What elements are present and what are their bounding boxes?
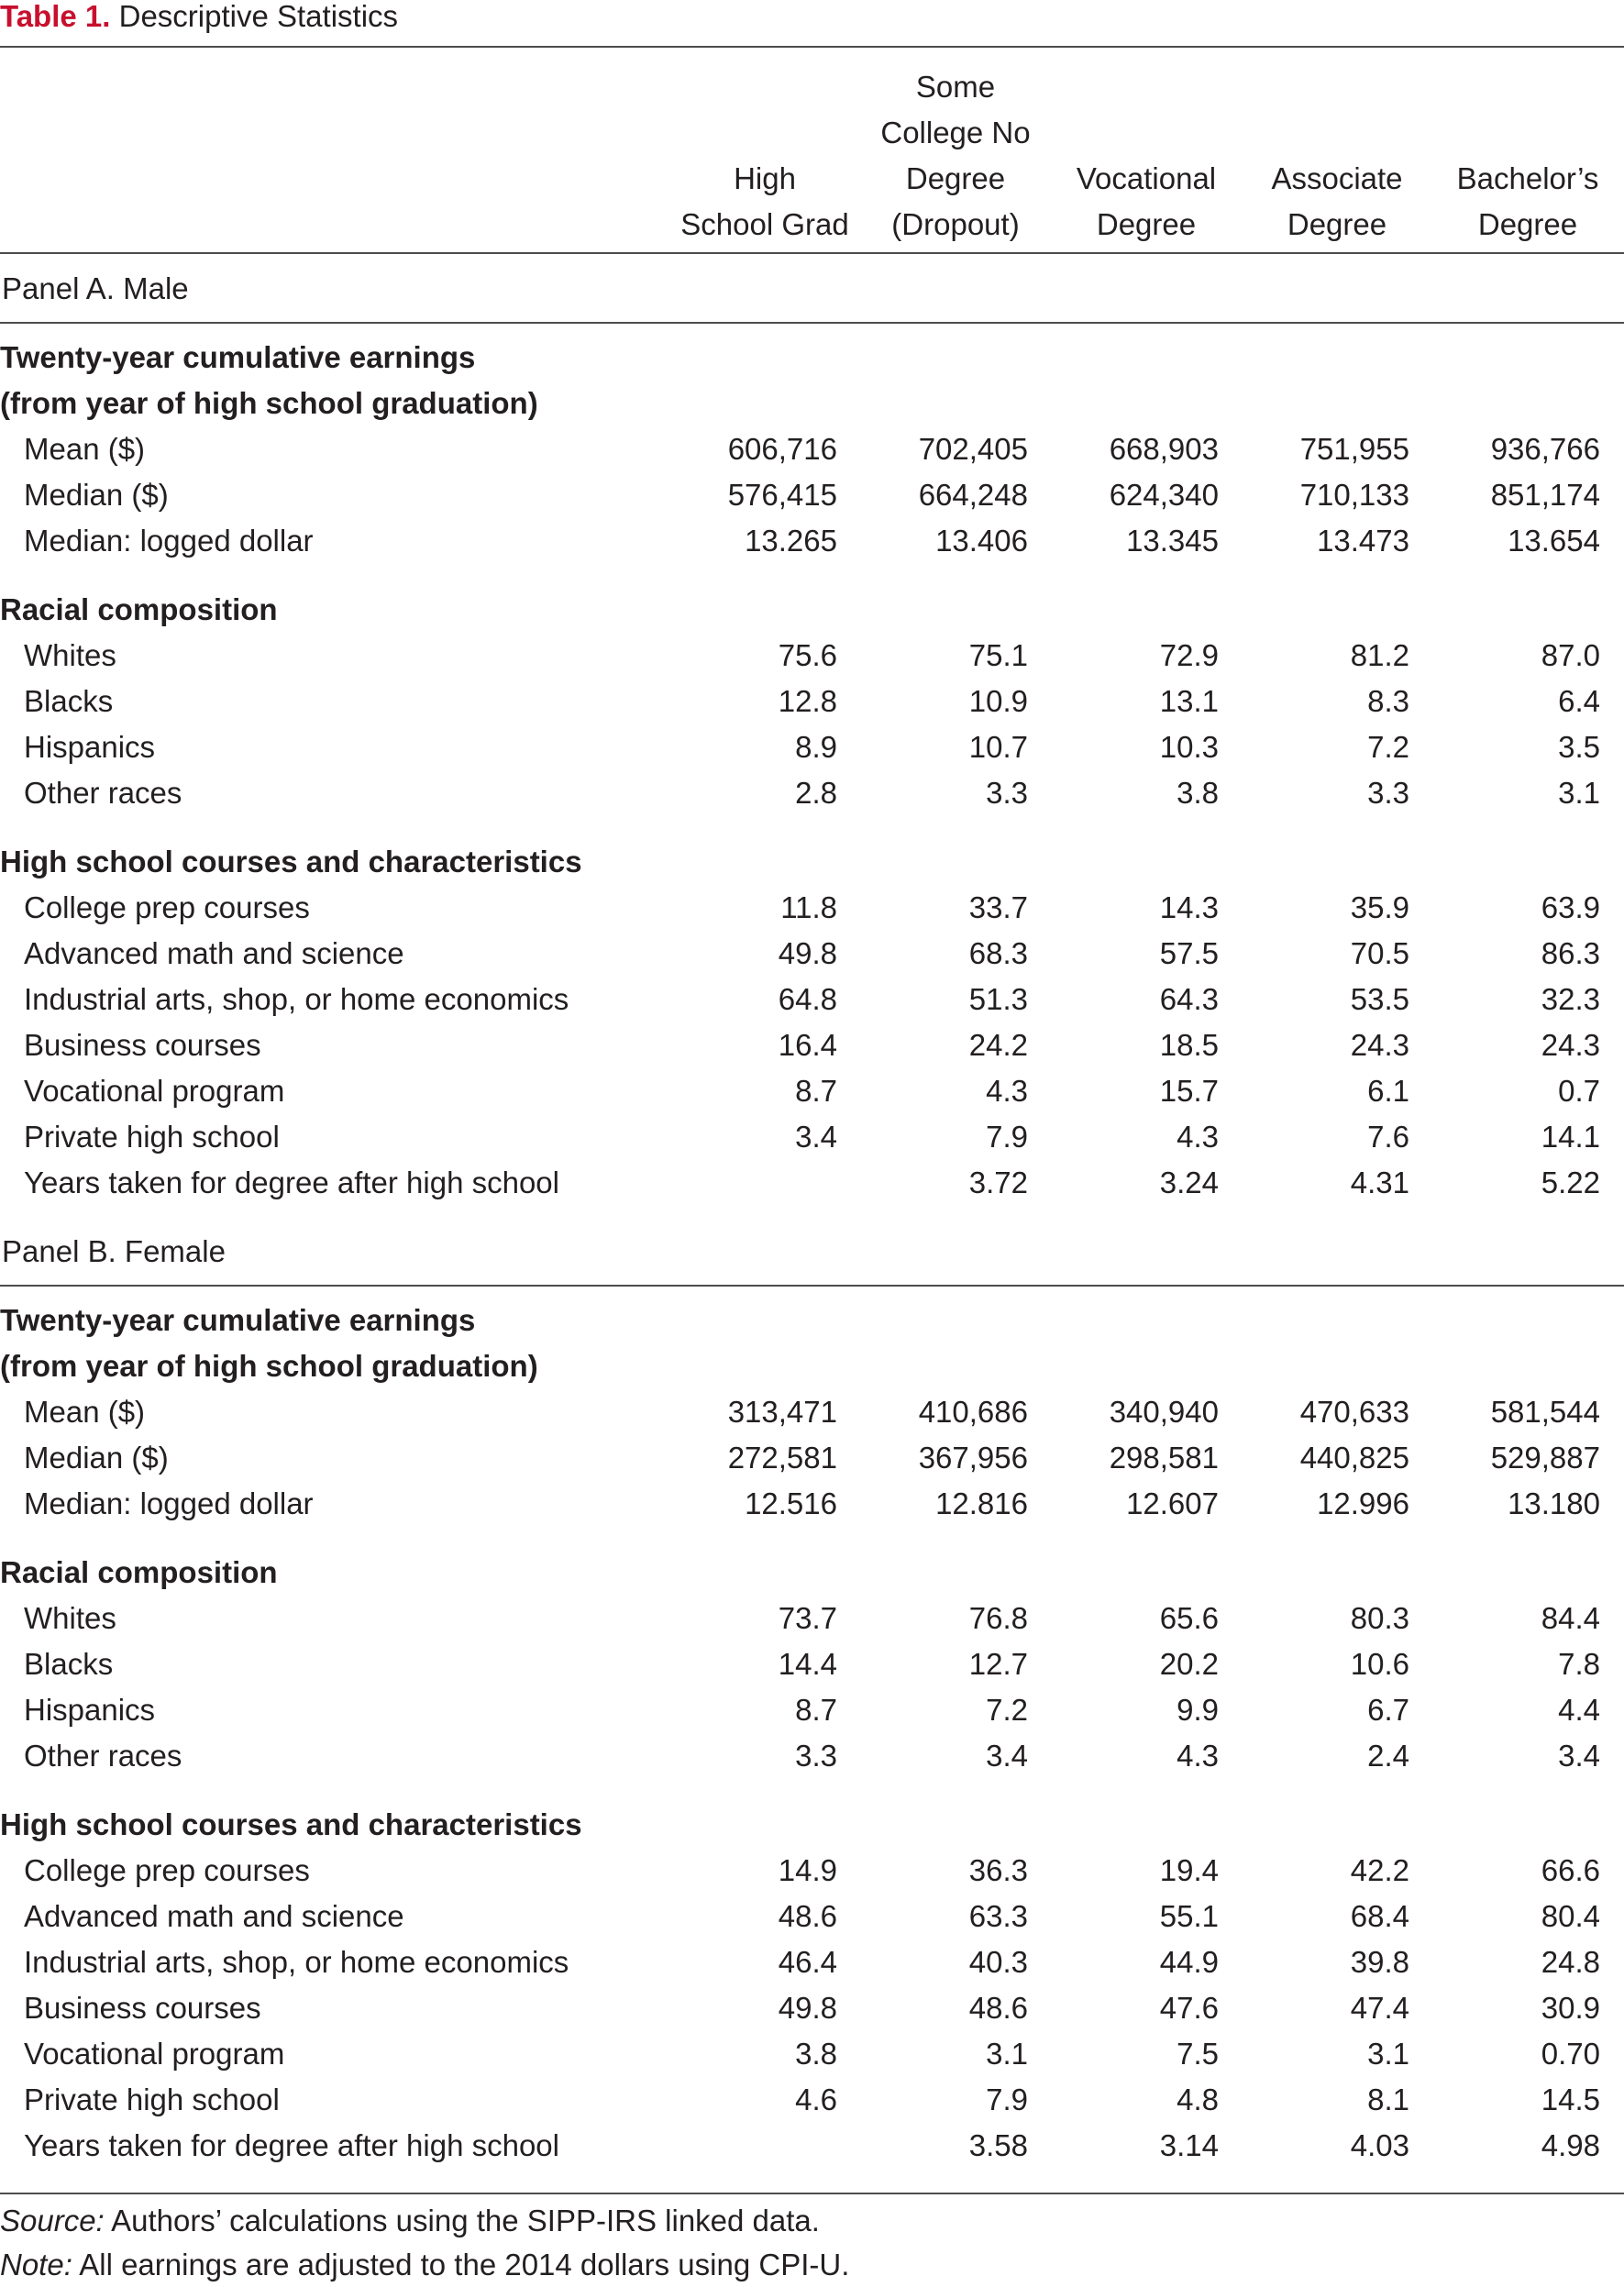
table-row: [0, 1068, 1624, 1114]
cell-some-college-no-degree: 36.3: [968, 1853, 1028, 1887]
cell-high-school-grad: 64.8: [778, 982, 837, 1016]
cell-vocational-degree: 19.4: [1159, 1853, 1219, 1887]
cell-bachelors-degree: 5.22: [1541, 1166, 1600, 1199]
column-header-line: School Grad: [680, 207, 849, 241]
source-note-text: Authors’ calculations using the SIPP-IRS linked data.: [104, 2204, 820, 2237]
section-heading: Racial composition: [0, 592, 278, 626]
cell-vocational-degree: 72.9: [1159, 638, 1219, 672]
column-header-associate-degree: [1241, 55, 1433, 248]
cell-some-college-no-degree: 3.1: [986, 2037, 1028, 2071]
cell-high-school-grad: 12.8: [778, 684, 837, 718]
cell-some-college-no-degree: 63.3: [968, 1899, 1028, 1933]
column-header-vocational-degree: [1050, 55, 1243, 248]
cell-vocational-degree: 18.5: [1159, 1028, 1219, 1062]
cell-bachelors-degree: 84.4: [1541, 1601, 1600, 1635]
cell-high-school-grad: 16.4: [778, 1028, 837, 1062]
cell-some-college-no-degree: 3.72: [968, 1166, 1028, 1199]
row-label: Industrial arts, shop, or home economics: [24, 982, 569, 1016]
table-row: [0, 1985, 1624, 2031]
cell-high-school-grad: 49.8: [778, 936, 837, 970]
cell-vocational-degree: 10.3: [1159, 730, 1219, 764]
cell-vocational-degree: 340,940: [1109, 1395, 1219, 1429]
cell-associate-degree: 2.4: [1367, 1739, 1409, 1773]
table-row: [0, 472, 1624, 518]
column-header-line: High: [734, 161, 796, 195]
column-header-line: College No: [880, 116, 1031, 149]
cell-vocational-degree: 3.14: [1159, 2128, 1219, 2162]
table-row: [0, 770, 1624, 816]
table-row: [0, 2077, 1624, 2123]
table-row: [0, 1848, 1624, 1894]
row-label: Other races: [24, 776, 182, 810]
cell-associate-degree: 3.1: [1367, 2037, 1409, 2071]
cell-associate-degree: 8.1: [1367, 2083, 1409, 2116]
row-label: Whites: [24, 1601, 116, 1635]
cell-associate-degree: 80.3: [1350, 1601, 1409, 1635]
cell-bachelors-degree: 0.7: [1558, 1074, 1600, 1108]
column-header-line: Vocational: [1076, 161, 1217, 195]
row-label: Hispanics: [24, 730, 156, 764]
column-header-line: Bachelor’s: [1456, 161, 1599, 195]
cell-high-school-grad: 272,581: [727, 1441, 837, 1475]
cell-some-college-no-degree: 40.3: [968, 1945, 1028, 1979]
cell-bachelors-degree: 936,766: [1490, 432, 1600, 466]
cell-vocational-degree: 15.7: [1159, 1074, 1219, 1108]
cell-some-college-no-degree: 76.8: [968, 1601, 1028, 1635]
section-heading-row: [0, 1343, 1624, 1389]
cell-high-school-grad: 3.3: [795, 1739, 837, 1773]
cell-bachelors-degree: 3.5: [1558, 730, 1600, 764]
bottom-rule: [0, 2193, 1624, 2194]
section-heading: (from year of high school graduation): [0, 1349, 538, 1383]
cell-some-college-no-degree: 51.3: [968, 982, 1028, 1016]
cell-some-college-no-degree: 10.7: [968, 730, 1028, 764]
cell-bachelors-degree: 14.5: [1541, 2083, 1600, 2116]
cell-high-school-grad: 14.4: [778, 1647, 837, 1681]
cell-vocational-degree: 57.5: [1159, 936, 1219, 970]
cell-associate-degree: 6.7: [1367, 1693, 1409, 1727]
cell-some-college-no-degree: 10.9: [968, 684, 1028, 718]
cell-high-school-grad: 2.8: [795, 776, 837, 810]
cell-high-school-grad: 13.265: [745, 524, 837, 558]
cell-associate-degree: 751,955: [1299, 432, 1409, 466]
row-label: College prep courses: [24, 890, 310, 924]
cell-vocational-degree: 20.2: [1159, 1647, 1219, 1681]
column-header-line: Associate: [1271, 161, 1403, 195]
row-label: Private high school: [24, 1120, 280, 1154]
cell-associate-degree: 8.3: [1367, 684, 1409, 718]
panel-title: Panel B. Female: [2, 1234, 226, 1268]
panel-rule: [0, 1285, 1624, 1287]
column-header-line: Some: [915, 70, 996, 104]
table-row: [0, 931, 1624, 977]
cell-vocational-degree: 44.9: [1159, 1945, 1219, 1979]
cell-vocational-degree: 55.1: [1159, 1899, 1219, 1933]
cell-vocational-degree: 4.3: [1177, 1120, 1219, 1154]
cell-vocational-degree: 3.24: [1159, 1166, 1219, 1199]
cell-some-college-no-degree: 3.58: [968, 2128, 1028, 2162]
cell-vocational-degree: 624,340: [1109, 478, 1219, 512]
column-header-high-school-grad: [668, 55, 861, 248]
cell-associate-degree: 81.2: [1350, 638, 1409, 672]
cell-vocational-degree: 13.345: [1126, 524, 1219, 558]
section-heading-row: [0, 839, 1624, 885]
panel-title-row: [0, 266, 1624, 312]
cell-bachelors-degree: 32.3: [1541, 982, 1600, 1016]
row-label: Industrial arts, shop, or home economics: [24, 1945, 569, 1979]
section-heading-row: [0, 335, 1624, 381]
cell-vocational-degree: 668,903: [1109, 432, 1219, 466]
cell-bachelors-degree: 30.9: [1541, 1991, 1600, 2025]
cell-associate-degree: 6.1: [1367, 1074, 1409, 1108]
cell-associate-degree: 4.03: [1350, 2128, 1409, 2162]
cell-high-school-grad: 12.516: [745, 1486, 837, 1520]
table-row: [0, 1939, 1624, 1985]
row-label: Hispanics: [24, 1693, 156, 1727]
table-row: [0, 1596, 1624, 1641]
cell-bachelors-degree: 0.70: [1541, 2037, 1600, 2071]
cell-some-college-no-degree: 664,248: [918, 478, 1028, 512]
cell-associate-degree: 53.5: [1350, 982, 1409, 1016]
cell-bachelors-degree: 14.1: [1541, 1120, 1600, 1154]
section-heading: Racial composition: [0, 1555, 278, 1589]
cell-high-school-grad: 75.6: [778, 638, 837, 672]
cell-vocational-degree: 14.3: [1159, 890, 1219, 924]
row-label: Median ($): [24, 1441, 169, 1475]
cell-bachelors-degree: 24.8: [1541, 1945, 1600, 1979]
table-row: [0, 1733, 1624, 1779]
cell-bachelors-degree: 87.0: [1541, 638, 1600, 672]
table-row: [0, 1389, 1624, 1435]
row-label: Median: logged dollar: [24, 524, 314, 558]
cell-some-college-no-degree: 33.7: [968, 890, 1028, 924]
table-row: [0, 977, 1624, 1022]
table-row: [0, 518, 1624, 564]
cell-vocational-degree: 13.1: [1159, 684, 1219, 718]
cell-associate-degree: 35.9: [1350, 890, 1409, 924]
section-heading-row: [0, 1550, 1624, 1596]
footnote: [0, 2243, 849, 2287]
table-row: [0, 885, 1624, 931]
cell-associate-degree: 710,133: [1299, 478, 1409, 512]
cell-vocational-degree: 64.3: [1159, 982, 1219, 1016]
table-row: [0, 1894, 1624, 1939]
cell-high-school-grad: 576,415: [727, 478, 837, 512]
section-heading: Twenty-year cumulative earnings: [0, 340, 476, 374]
cell-high-school-grad: 606,716: [727, 432, 837, 466]
cell-vocational-degree: 7.5: [1177, 2037, 1219, 2071]
row-label: Vocational program: [24, 2037, 285, 2071]
cell-bachelors-degree: 529,887: [1490, 1441, 1600, 1475]
cell-vocational-degree: 12.607: [1126, 1486, 1219, 1520]
row-label: Blacks: [24, 684, 114, 718]
cell-high-school-grad: 48.6: [778, 1899, 837, 1933]
cell-some-college-no-degree: 24.2: [968, 1028, 1028, 1062]
cell-associate-degree: 10.6: [1350, 1647, 1409, 1681]
section-heading-row: [0, 1298, 1624, 1343]
row-label: Business courses: [24, 1028, 261, 1062]
cell-high-school-grad: 3.4: [795, 1120, 837, 1154]
cell-some-college-no-degree: 7.9: [986, 1120, 1028, 1154]
cell-associate-degree: 470,633: [1299, 1395, 1409, 1429]
cell-vocational-degree: 9.9: [1177, 1693, 1219, 1727]
cell-some-college-no-degree: 3.3: [986, 776, 1028, 810]
cell-bachelors-degree: 24.3: [1541, 1028, 1600, 1062]
cell-high-school-grad: 14.9: [778, 1853, 837, 1887]
cell-associate-degree: 39.8: [1350, 1945, 1409, 1979]
source-note-label: Source:: [0, 2204, 105, 2237]
table-row: [0, 426, 1624, 472]
cell-bachelors-degree: 6.4: [1558, 684, 1600, 718]
column-header-bachelors-degree: [1431, 55, 1624, 248]
column-header-line: Degree: [1287, 207, 1387, 241]
section-heading-row: [0, 587, 1624, 633]
table-row: [0, 2123, 1624, 2169]
cell-some-college-no-degree: 367,956: [918, 1441, 1028, 1475]
table-row: [0, 1435, 1624, 1481]
header-rule: [0, 252, 1624, 254]
row-label: Years taken for degree after high school: [24, 1166, 559, 1199]
row-label: Other races: [24, 1739, 182, 1773]
cell-vocational-degree: 4.3: [1177, 1739, 1219, 1773]
cell-associate-degree: 24.3: [1350, 1028, 1409, 1062]
footnote-text: All earnings are adjusted to the 2014 dollars using CPI-U.: [72, 2248, 850, 2281]
cell-high-school-grad: 3.8: [795, 2037, 837, 2071]
table-row: [0, 1160, 1624, 1206]
cell-associate-degree: 440,825: [1299, 1441, 1409, 1475]
panel-title: Panel A. Male: [2, 271, 189, 305]
table-row: [0, 679, 1624, 724]
cell-bachelors-degree: 3.4: [1558, 1739, 1600, 1773]
cell-bachelors-degree: 581,544: [1490, 1395, 1600, 1429]
cell-high-school-grad: 313,471: [727, 1395, 837, 1429]
section-heading: Twenty-year cumulative earnings: [0, 1303, 476, 1337]
cell-bachelors-degree: 13.180: [1508, 1486, 1600, 1520]
cell-associate-degree: 13.473: [1317, 524, 1409, 558]
cell-high-school-grad: 49.8: [778, 1991, 837, 2025]
cell-associate-degree: 70.5: [1350, 936, 1409, 970]
cell-high-school-grad: 4.6: [795, 2083, 837, 2116]
cell-associate-degree: 47.4: [1350, 1991, 1409, 2025]
cell-high-school-grad: 11.8: [780, 890, 837, 924]
table-row: [0, 724, 1624, 770]
table-caption: [0, 0, 398, 33]
cell-some-college-no-degree: 13.406: [935, 524, 1028, 558]
cell-vocational-degree: 4.8: [1177, 2083, 1219, 2116]
cell-high-school-grad: 46.4: [778, 1945, 837, 1979]
cell-vocational-degree: 47.6: [1159, 1991, 1219, 2025]
column-header-some-college-no-degree: [859, 55, 1052, 248]
table-row: [0, 1022, 1624, 1068]
row-label: Advanced math and science: [24, 1899, 404, 1933]
cell-vocational-degree: 3.8: [1177, 776, 1219, 810]
cell-high-school-grad: 73.7: [778, 1601, 837, 1635]
source-note: [0, 2199, 820, 2243]
cell-high-school-grad: 8.7: [795, 1693, 837, 1727]
column-header-line: Degree: [905, 161, 1006, 195]
cell-associate-degree: 42.2: [1350, 1853, 1409, 1887]
row-label: Median: logged dollar: [24, 1486, 314, 1520]
cell-some-college-no-degree: 4.3: [986, 1074, 1028, 1108]
cell-bachelors-degree: 851,174: [1490, 478, 1600, 512]
section-heading: (from year of high school graduation): [0, 386, 538, 420]
cell-high-school-grad: 8.7: [795, 1074, 837, 1108]
table-row: [0, 1481, 1624, 1527]
cell-associate-degree: 68.4: [1350, 1899, 1409, 1933]
section-heading: High school courses and characteristics: [0, 1807, 582, 1841]
footnote-label: Note:: [0, 2248, 72, 2281]
cell-some-college-no-degree: 48.6: [968, 1991, 1028, 2025]
cell-some-college-no-degree: 75.1: [968, 638, 1028, 672]
row-label: Mean ($): [24, 432, 146, 466]
cell-high-school-grad: 8.9: [795, 730, 837, 764]
column-header-line: Degree: [1096, 207, 1197, 241]
cell-bachelors-degree: 3.1: [1558, 776, 1600, 810]
panel-rule: [0, 322, 1624, 324]
cell-some-college-no-degree: 702,405: [918, 432, 1028, 466]
cell-some-college-no-degree: 7.9: [986, 2083, 1028, 2116]
cell-bachelors-degree: 80.4: [1541, 1899, 1600, 1933]
cell-bachelors-degree: 4.4: [1558, 1693, 1600, 1727]
table-title: Descriptive Statistics: [118, 0, 399, 33]
cell-vocational-degree: 298,581: [1109, 1441, 1219, 1475]
cell-some-college-no-degree: 7.2: [986, 1693, 1028, 1727]
row-label: Years taken for degree after high school: [24, 2128, 559, 2162]
row-label: Advanced math and science: [24, 936, 404, 970]
section-heading-row: [0, 1802, 1624, 1848]
row-label: College prep courses: [24, 1853, 310, 1887]
cell-some-college-no-degree: 3.4: [986, 1739, 1028, 1773]
table-row: [0, 633, 1624, 679]
row-label: Business courses: [24, 1991, 261, 2025]
row-label: Mean ($): [24, 1395, 146, 1429]
cell-vocational-degree: 65.6: [1159, 1601, 1219, 1635]
cell-associate-degree: 3.3: [1367, 776, 1409, 810]
row-label: Whites: [24, 638, 116, 672]
table-row: [0, 1114, 1624, 1160]
column-header-line: (Dropout): [891, 207, 1020, 241]
top-rule: [0, 46, 1624, 48]
section-heading: High school courses and characteristics: [0, 845, 582, 878]
row-label: Blacks: [24, 1647, 114, 1681]
row-label: Median ($): [24, 478, 169, 512]
cell-associate-degree: 7.6: [1367, 1120, 1409, 1154]
cell-associate-degree: 7.2: [1367, 730, 1409, 764]
cell-some-college-no-degree: 12.816: [935, 1486, 1028, 1520]
table-row: [0, 2031, 1624, 2077]
cell-bachelors-degree: 63.9: [1541, 890, 1600, 924]
cell-some-college-no-degree: 12.7: [968, 1647, 1028, 1681]
cell-associate-degree: 4.31: [1350, 1166, 1409, 1199]
cell-bachelors-degree: 13.654: [1508, 524, 1600, 558]
panel-title-row: [0, 1229, 1624, 1275]
table-row: [0, 1687, 1624, 1733]
table-row: [0, 1641, 1624, 1687]
cell-some-college-no-degree: 68.3: [968, 936, 1028, 970]
cell-some-college-no-degree: 410,686: [918, 1395, 1028, 1429]
column-header-line: Degree: [1477, 207, 1578, 241]
cell-bachelors-degree: 66.6: [1541, 1853, 1600, 1887]
section-heading-row: [0, 381, 1624, 426]
table-number: Table 1.: [0, 0, 111, 33]
cell-bachelors-degree: 86.3: [1541, 936, 1600, 970]
cell-bachelors-degree: 4.98: [1541, 2128, 1600, 2162]
cell-associate-degree: 12.996: [1317, 1486, 1409, 1520]
cell-bachelors-degree: 7.8: [1558, 1647, 1600, 1681]
row-label: Vocational program: [24, 1074, 285, 1108]
row-label: Private high school: [24, 2083, 280, 2116]
